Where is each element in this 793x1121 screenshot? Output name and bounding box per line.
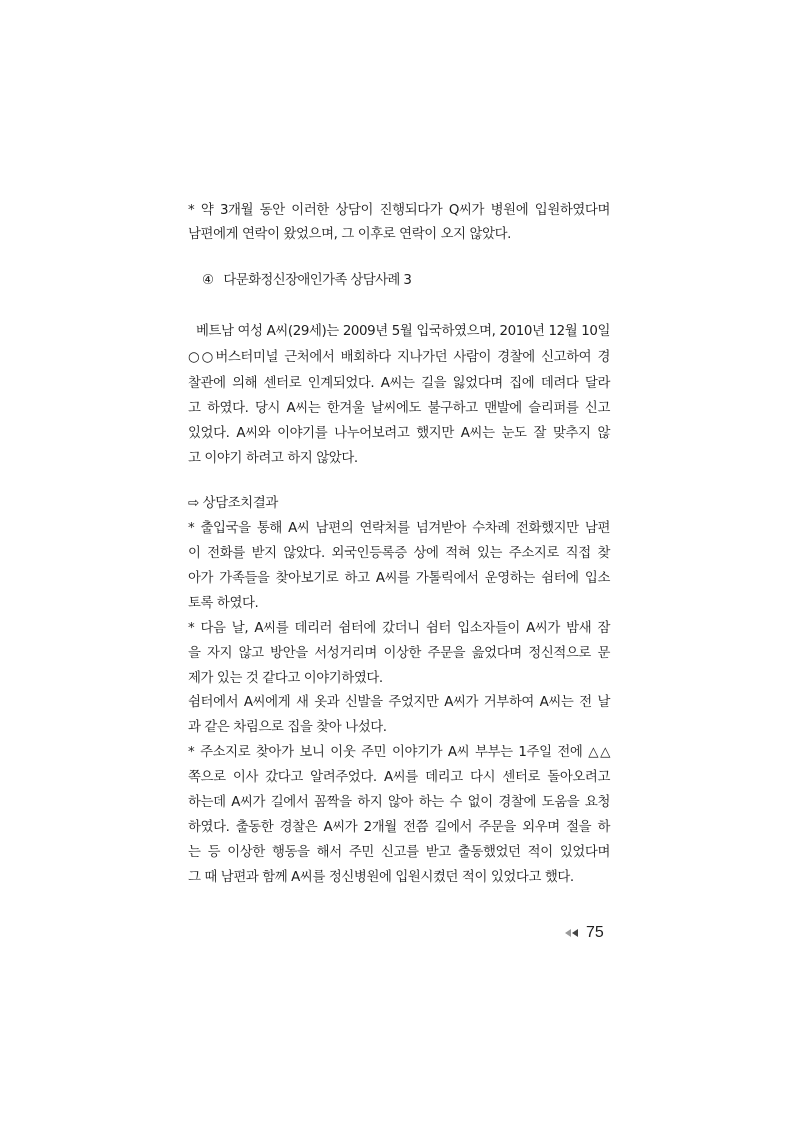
case-line-5: 있었다. A씨와 이야기를 나누어보려고 했지만 A씨는 눈도 잘 맞추지 않 (188, 426, 610, 441)
heading-marker: ④ (202, 273, 214, 288)
result-line-15: 그 때 남편과 함께 A씨를 정신병원에 입원시켰던 적이 있었다고 했다. (188, 870, 574, 885)
result-title: ⇨ 상담조치결과 (188, 496, 278, 511)
case-line-1: 베트남 여성 A씨(29세)는 2009년 5월 입국하였으며, 2010년 12월 10일 (188, 324, 610, 339)
result-line-2: 이 전화를 받지 않았다. 외국인등록증 상에 적혀 있는 주소지로 직접 찾 (188, 546, 610, 561)
result-line-8: 쉼터에서 A씨에게 새 옷과 신발을 주었지만 A씨가 거부하여 A씨는 전 날 (188, 695, 610, 710)
prev-section-line-1: * 약 3개월 동안 이러한 상담이 진행되다가 Q씨가 병원에 입원하였다며 (188, 203, 610, 218)
case-line-4: 고 하였다. 당시 A씨는 한겨울 날씨에도 불구하고 맨발에 슬리퍼를 신고 (188, 401, 610, 416)
result-line-12: 하는데 A씨가 길에서 꼼짝을 하지 않아 하는 수 없이 경찰에 도움을 요청 (188, 795, 610, 810)
case-line-6: 고 이야기 하려고 하지 않았다. (188, 451, 358, 466)
result-line-6: 을 자지 않고 방안을 서성거리며 이상한 주문을 읊었다며 정신적으로 문 (188, 646, 610, 661)
result-line-13: 하였다. 출동한 경찰은 A씨가 2개월 전쯤 길에서 주문을 외우며 절을 하 (188, 820, 610, 835)
result-line-11: 쪽으로 이사 갔다고 알려주었다. A씨를 데리고 다시 센터로 돌아오려고 (188, 770, 610, 785)
section-heading (202, 272, 411, 290)
result-line-10: * 주소지로 찾아가 보니 이웃 주민 이야기가 A씨 부부는 1주일 전에 △△ (188, 745, 610, 760)
result-line-9: 과 같은 차림으로 집을 찾아 나섰다. (188, 720, 387, 735)
result-line-5: * 다음 날, A씨를 데리러 쉼터에 갔더니 쉼터 입소자들이 A씨가 밤새 잠 (188, 621, 610, 636)
result-line-3: 아가 가족들을 찾아보기로 하고 A씨를 가톨릭에서 운영하는 쉼터에 입소 (188, 571, 610, 586)
case-line-2: ○○버스터미널 근처에서 배회하다 지나가던 사람이 경찰에 신고하여 경 (188, 350, 610, 365)
result-line-1: * 출입국을 통해 A씨 남편의 연락처를 넘겨받아 수차례 전화했지만 남편 (188, 521, 610, 536)
page-footer (565, 922, 604, 944)
result-line-4: 토록 하였다. (188, 596, 259, 611)
prev-section-line-2: 남편에게 연락이 왔었으며, 그 이후로 연락이 오지 않았다. (188, 227, 512, 242)
result-line-14: 는 등 이상한 행동을 해서 주민 신고를 받고 출동했었던 적이 있었다며 (188, 845, 610, 860)
double-left-arrow-icon (565, 929, 578, 937)
page-number: 75 (586, 924, 604, 941)
case-line-3: 찰관에 의해 센터로 인계되었다. A씨는 길을 잃었다며 집에 데려다 달라 (188, 376, 610, 391)
result-line-7: 제가 있는 것 같다고 이야기하였다. (188, 671, 383, 686)
heading-text: 다문화정신장애인가족 상담사례 3 (223, 273, 412, 288)
